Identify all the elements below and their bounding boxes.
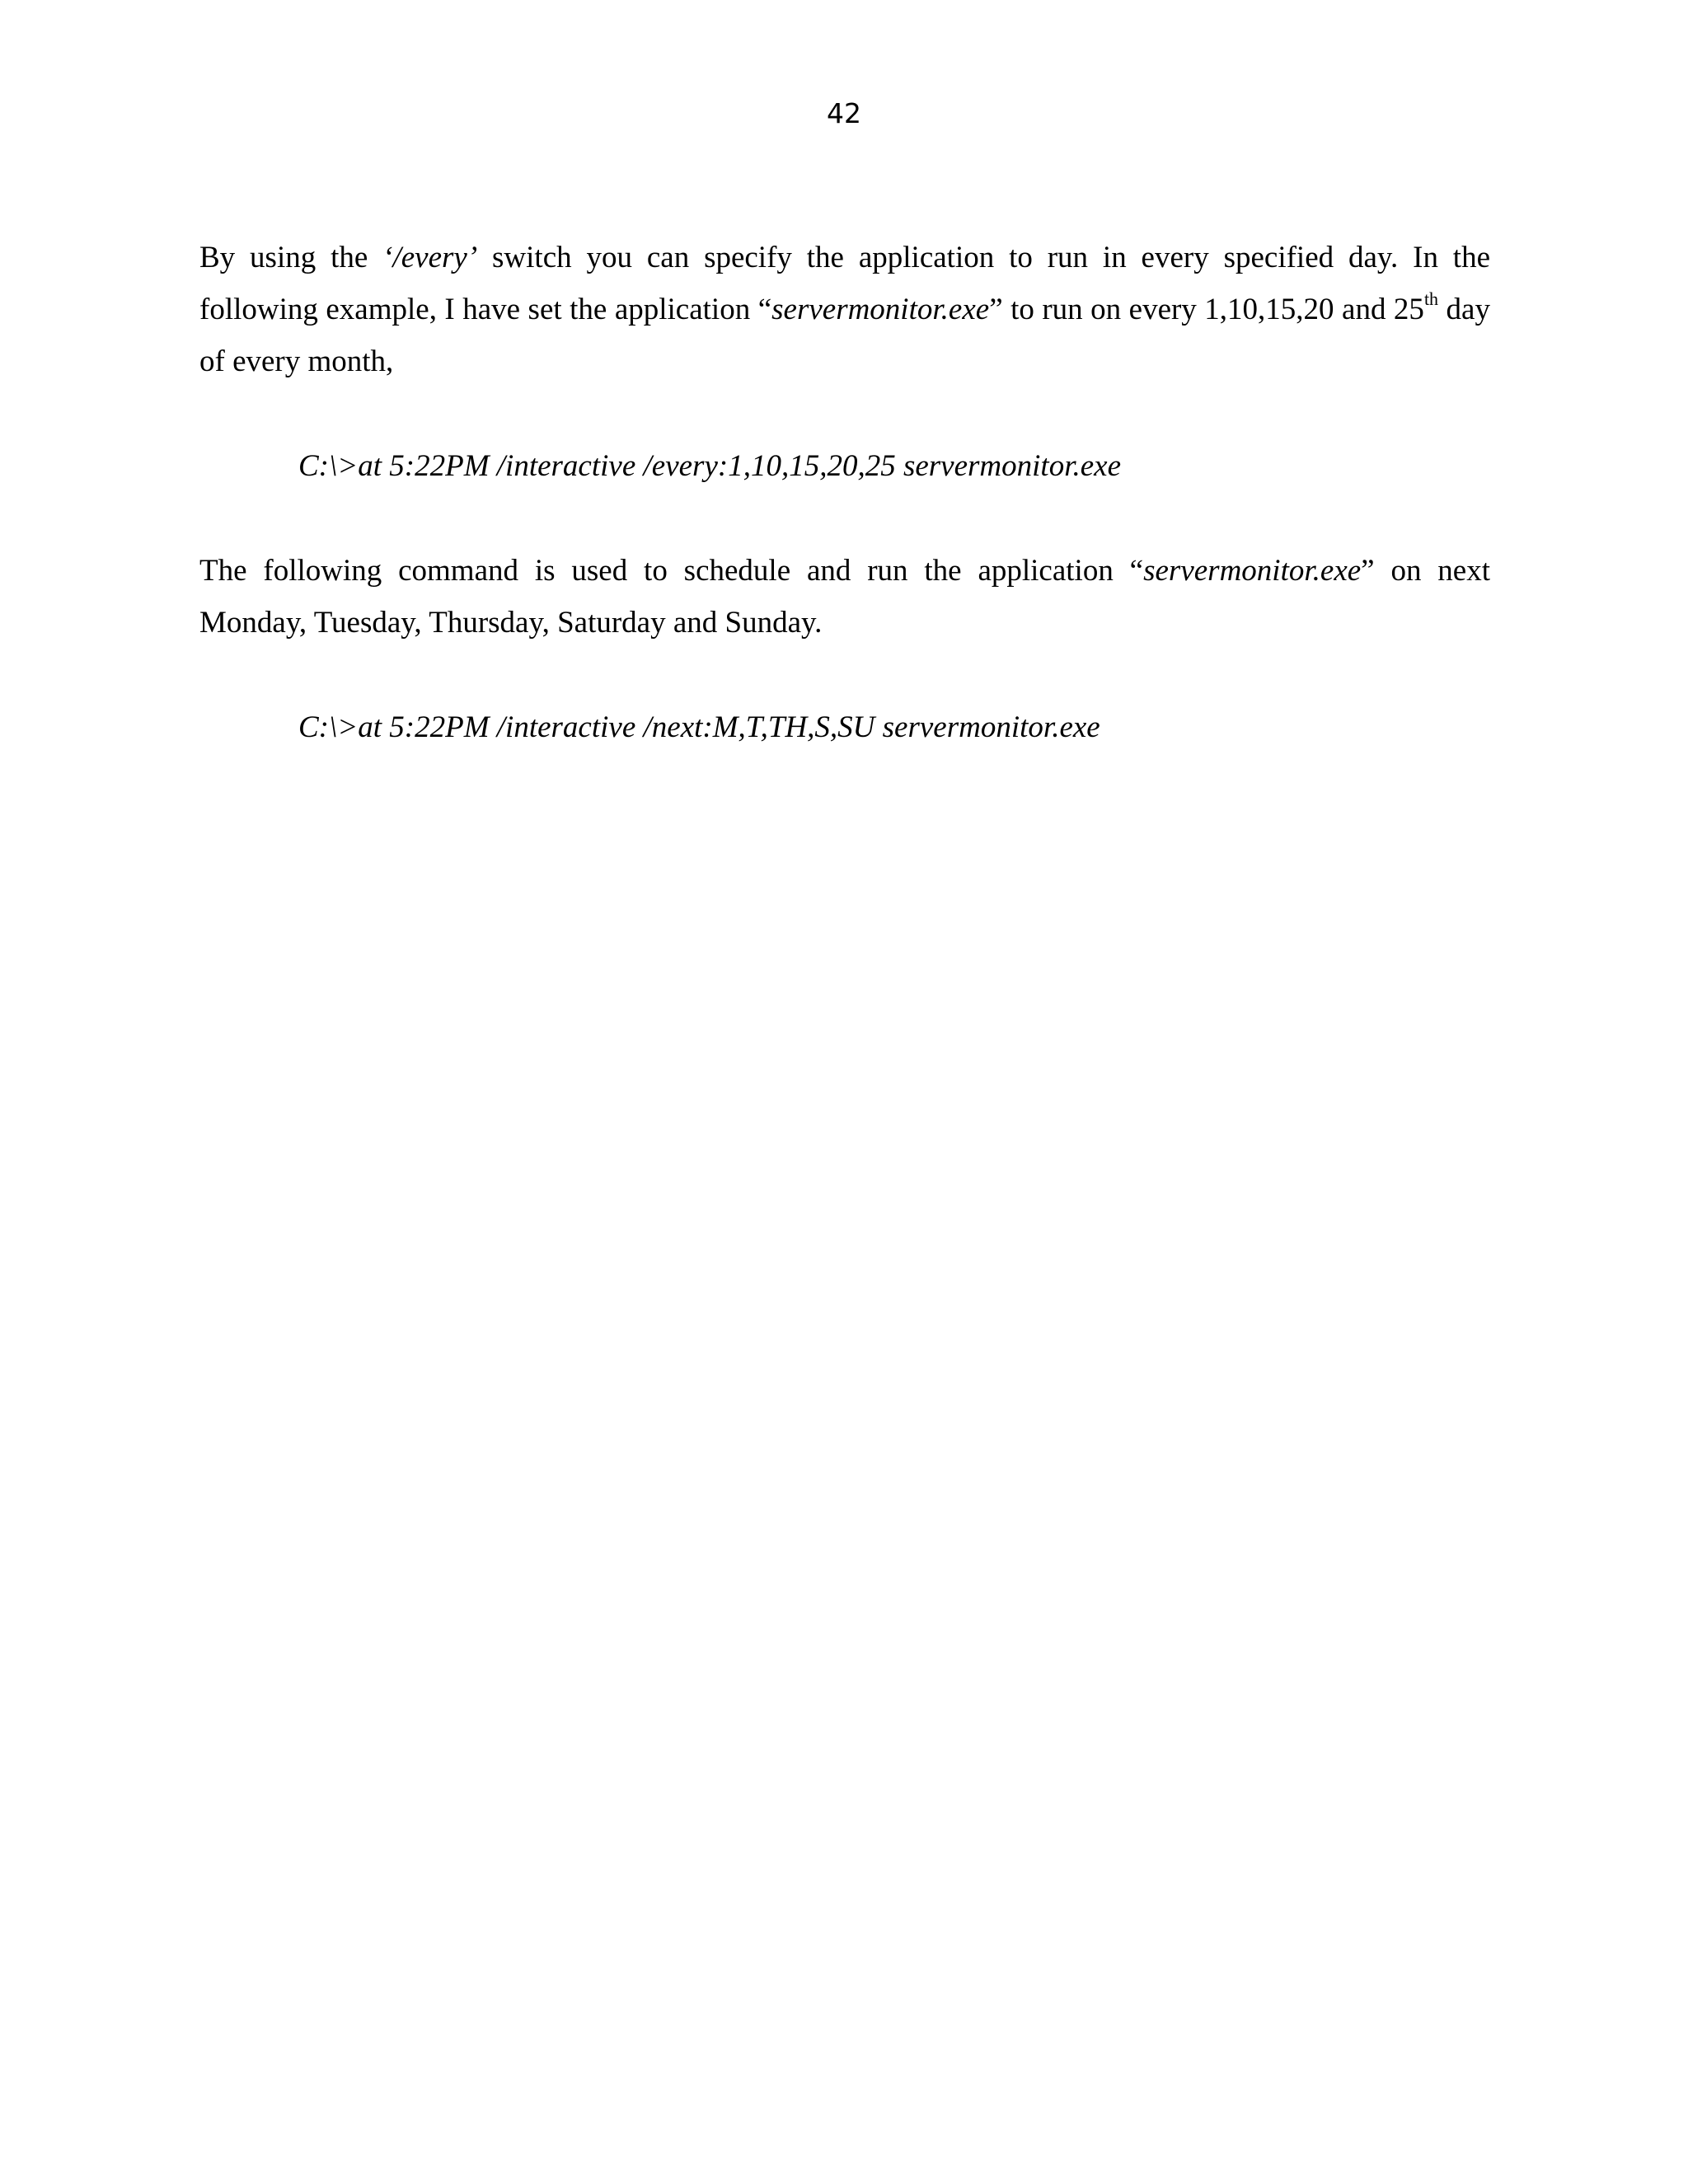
ordinal-superscript: th xyxy=(1423,288,1439,309)
paragraph1-text-2: switch you can specify the application to run in every specified day. In the following example, I have set the application “ xyxy=(199,241,1491,326)
paragraph2-text-1: The following command is used to schedule and run the application “ xyxy=(199,554,1144,588)
application-name: servermonitor.exe xyxy=(771,293,990,326)
paragraph2-text-2: ” on next Monday, Tuesday, Thursday, Saturday and Sunday. xyxy=(199,554,1490,640)
application-name: servermonitor.exe xyxy=(1143,554,1362,588)
command-example-every: C:\>at 5:22PM /interactive /every:1,10,15,20,25 servermonitor.exe xyxy=(298,449,1122,483)
page-number: 42 xyxy=(827,97,861,129)
paragraph-next-switch xyxy=(199,545,1490,649)
paragraph1-text-3: ” to run on every 1,10,15,20 and 25 xyxy=(989,293,1424,326)
command-example-next: C:\>at 5:22PM /interactive /next:M,T,TH,S,SU servermonitor.exe xyxy=(298,710,1100,744)
paragraph-every-switch xyxy=(199,232,1490,387)
every-switch-name: ‘/every’ xyxy=(382,241,478,274)
paragraph1-text-1: By using the xyxy=(199,241,383,274)
paragraph1-text-4: day of every month, xyxy=(199,293,1490,378)
